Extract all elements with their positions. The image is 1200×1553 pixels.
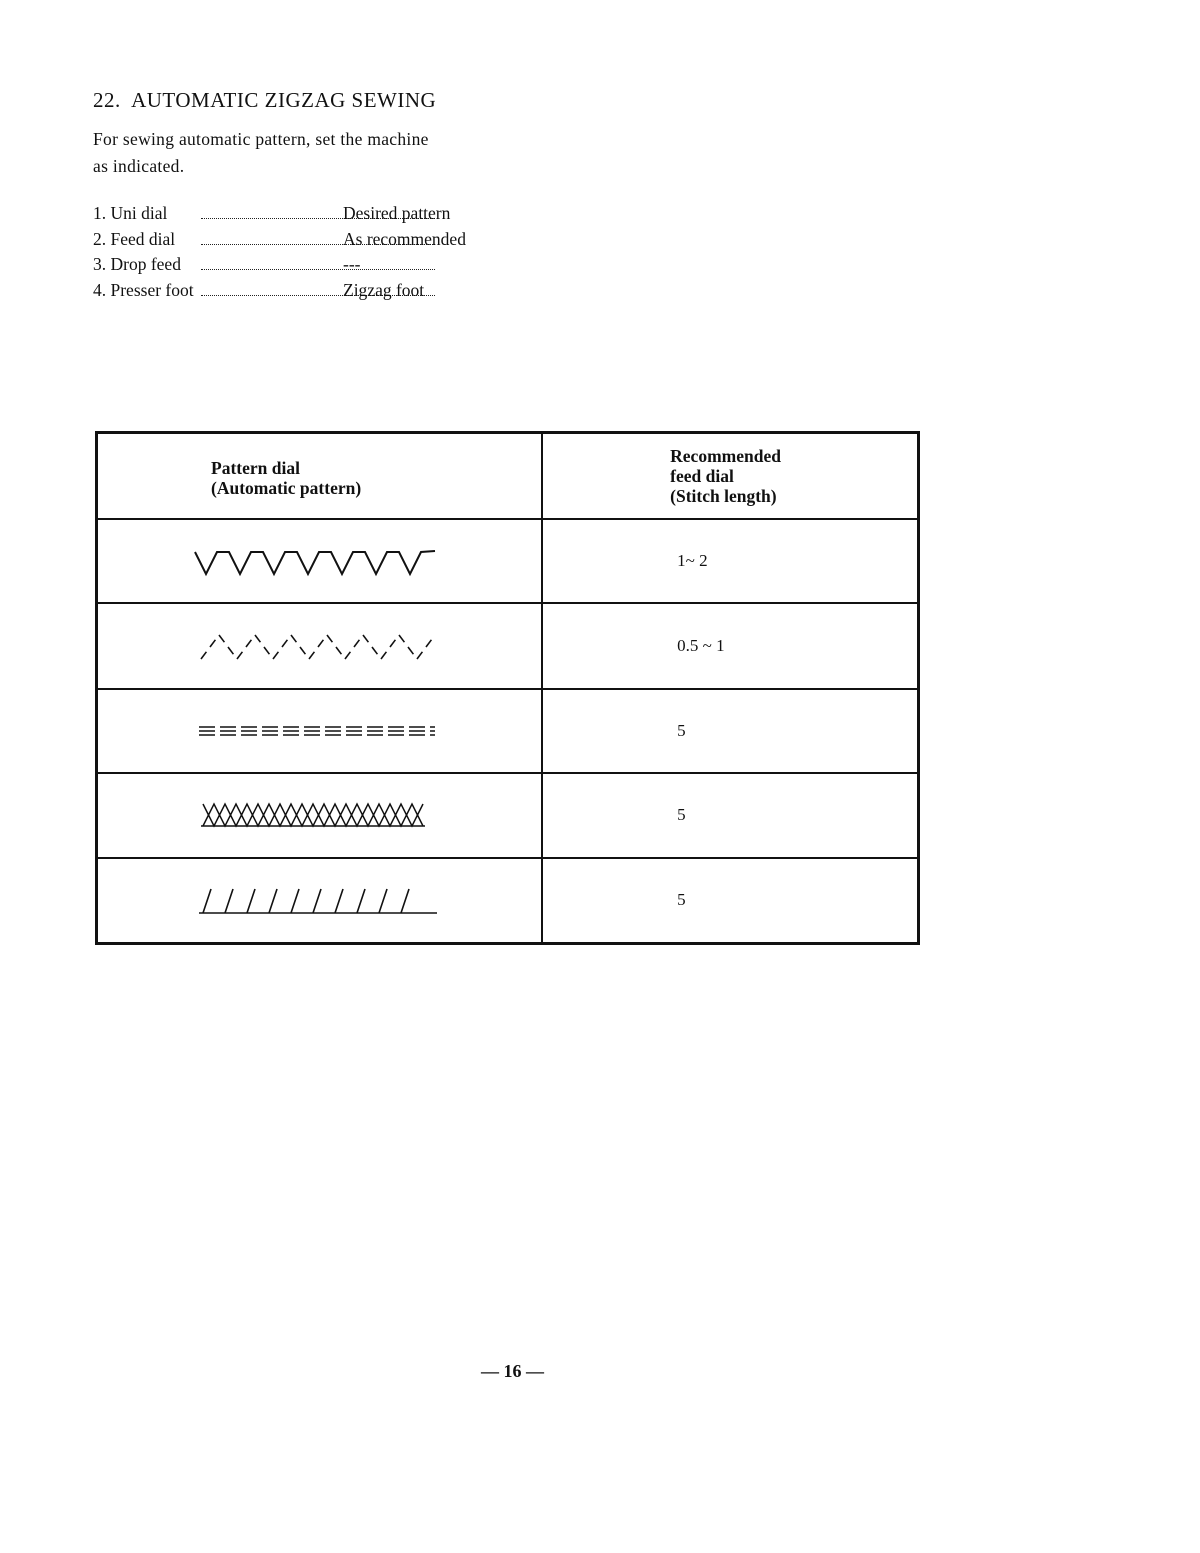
overcasting-stitch-icon bbox=[193, 883, 443, 917]
pattern-cell bbox=[97, 858, 543, 944]
triple-straight-stitch-icon bbox=[193, 719, 443, 743]
intro-line-2: as indicated. bbox=[93, 156, 185, 176]
settings-item-value: --- bbox=[343, 254, 361, 275]
intro-text bbox=[93, 126, 429, 180]
feed-value: 1~ 2 bbox=[677, 550, 708, 570]
pattern-cell bbox=[97, 689, 543, 773]
section-title: AUTOMATIC ZIGZAG SEWING bbox=[131, 88, 437, 112]
header-pattern-line-1: Pattern dial bbox=[211, 457, 300, 478]
header-feed-cell bbox=[542, 433, 918, 519]
header-feed-line-1: Recommended bbox=[670, 445, 781, 466]
settings-item-label: 1. Uni dial bbox=[93, 203, 168, 223]
feed-value: 5 bbox=[677, 805, 686, 824]
feed-value: 5 bbox=[677, 890, 686, 910]
table-header-row bbox=[97, 433, 919, 519]
feed-value: 5 bbox=[677, 720, 686, 740]
settings-item-label: 4. Presser foot bbox=[93, 279, 194, 300]
settings-item-value: Zigzag foot bbox=[343, 279, 425, 300]
table-row bbox=[97, 519, 919, 603]
pattern-cell bbox=[97, 519, 543, 603]
header-pattern-line-2: (Automatic pattern) bbox=[211, 477, 362, 498]
settings-item-value: As recommended bbox=[343, 228, 466, 249]
multi-zigzag-stitch-icon bbox=[193, 629, 443, 663]
section-number: 22. bbox=[93, 88, 121, 112]
feed-value: 0.5 ~ 1 bbox=[677, 635, 725, 655]
feather-stitch-icon bbox=[193, 798, 443, 832]
table-row bbox=[97, 603, 919, 689]
header-pattern-cell bbox=[97, 433, 543, 519]
feed-cell bbox=[542, 858, 918, 944]
stitch-table bbox=[95, 431, 920, 945]
leader-dots bbox=[201, 269, 435, 270]
header-feed-line-3: (Stitch length) bbox=[670, 485, 777, 506]
table-row bbox=[97, 858, 919, 944]
feed-cell bbox=[542, 773, 918, 858]
feed-cell bbox=[542, 689, 918, 773]
feed-cell bbox=[542, 519, 918, 603]
pattern-cell bbox=[97, 603, 543, 689]
feed-cell bbox=[542, 603, 918, 689]
page-number: — 16 — bbox=[481, 1361, 544, 1381]
settings-item-label: 3. Drop feed bbox=[93, 254, 181, 275]
table-row bbox=[97, 689, 919, 773]
header-feed-line-2: feed dial bbox=[670, 465, 734, 486]
settings-item-value: Desired pattern bbox=[343, 203, 451, 223]
settings-item-label: 2. Feed dial bbox=[93, 228, 176, 249]
intro-line-1: For sewing automatic pattern, set the machine bbox=[93, 129, 429, 149]
table-row bbox=[97, 773, 919, 858]
pattern-cell bbox=[97, 773, 543, 858]
blind-hem-stitch-icon bbox=[193, 544, 443, 578]
section-heading bbox=[93, 88, 436, 113]
